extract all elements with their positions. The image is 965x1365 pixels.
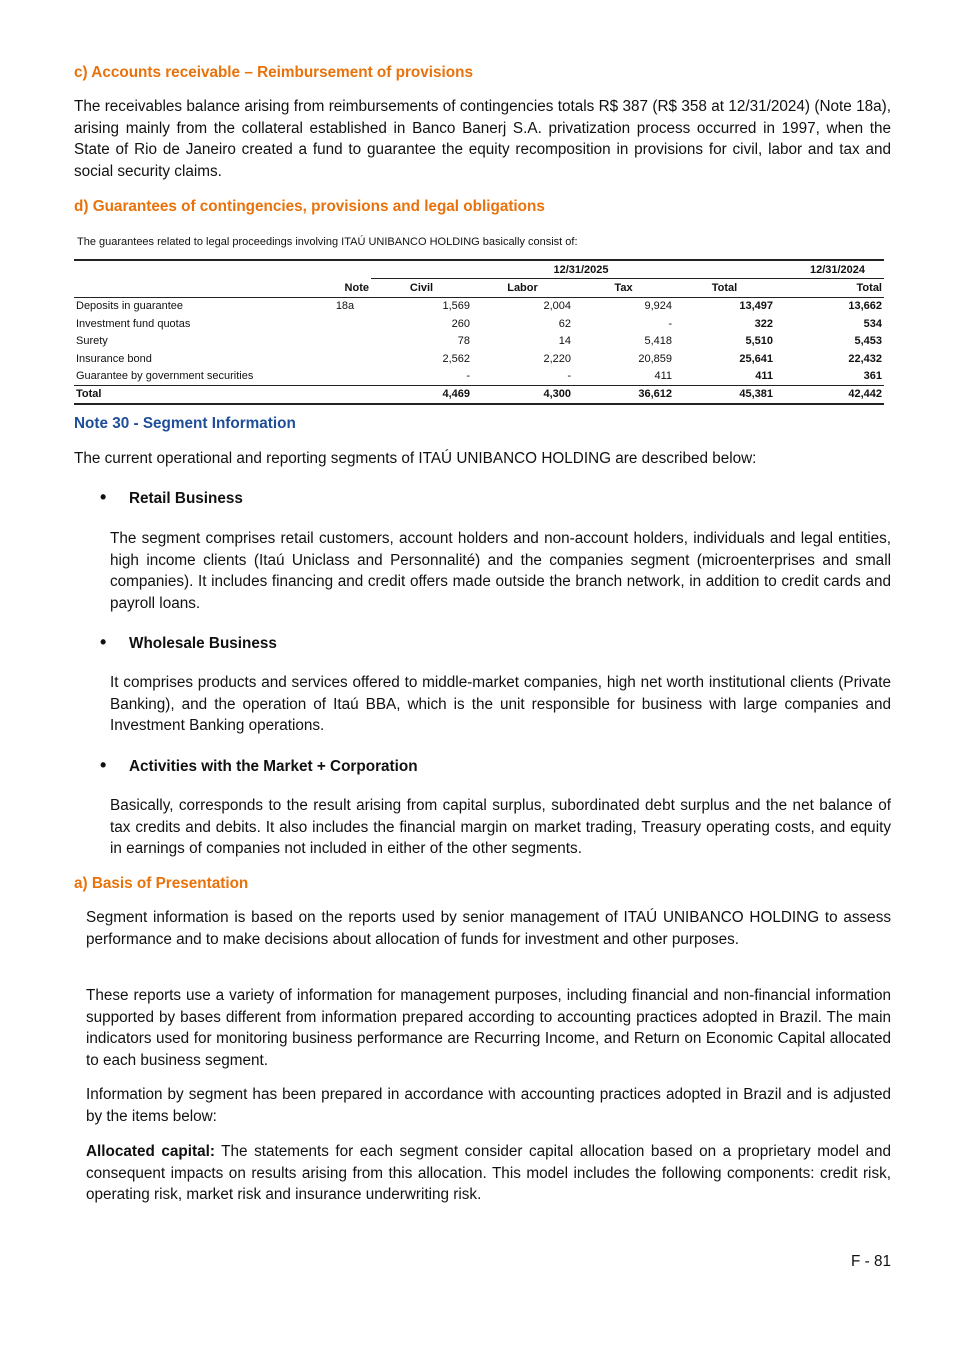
section-c-text: The receivables balance arising from reimbursements of contingencies totals R$ 387 (R$ 358 at 12/31/2024) (Note 18a), arising mainly from the collateral established in Banco Banerj S.A. privatization process occurred in 1997, when the State of Rio de Janeiro created a fund to guarantee the equity recomposition in provisions for civil, labor and tax and social security claims. [74, 98, 891, 181]
cell: 260 [451, 317, 470, 330]
row-label: Surety [76, 335, 108, 348]
page-number: F - 81 [851, 1253, 891, 1270]
cell: 534 [863, 317, 882, 330]
table-row [74, 333, 884, 350]
section-c-heading: c) Accounts receivable – Reimbursement of provisions [74, 64, 473, 81]
cell [319, 367, 371, 385]
note-30-heading: Note 30 - Segment Information [74, 415, 296, 432]
cell [319, 350, 371, 367]
basis-paragraph: Segment information is based on the reports used by senior management of ITAÚ UNIBANCO HOLDING to assess performance and to make decisions about allocation of funds for investment and other purposes. [86, 909, 891, 948]
segment-title: • Wholesale Business [100, 632, 277, 652]
cell: 13,497 [739, 300, 773, 313]
cell: 411 [755, 370, 773, 383]
allocated-capital-paragraph [86, 1141, 891, 1206]
cell: 2,562 [442, 352, 470, 365]
table-row [74, 315, 884, 332]
cell: 322 [754, 317, 773, 330]
allocated-capital-text: The statements for each segment consider capital allocation based on a proprietary model and consequent impacts on results arising from this allocation. This model includes the following components: credit risk, operating risk, market risk and insurance underwriting risk. [86, 1143, 892, 1204]
cell: 14 [558, 335, 571, 348]
segment-title: • Retail Business [100, 487, 243, 507]
row-label: Investment fund quotas [76, 317, 191, 330]
basis-paragraph: These reports use a variety of information for management purposes, including financial and non-financial information supported by bases different from information prepared according to accounting practices adopted in Brazil. The main indicators used for monitoring business performance are Recurring Income, and Return on Economic Capital allocated to each business segment. [86, 987, 891, 1070]
bullet-icon: • [100, 632, 107, 652]
col-header: Tax [573, 279, 674, 297]
cell: - [466, 370, 470, 383]
cell: 13,662 [848, 300, 882, 313]
cell: - [567, 370, 571, 383]
cell: 5,510 [745, 335, 773, 348]
basis-heading: a) Basis of Presentation [74, 875, 249, 892]
col-header: Total [775, 279, 884, 297]
cell [319, 315, 371, 332]
cell: 5,418 [644, 335, 672, 348]
cell: 2,220 [543, 352, 571, 365]
cell: 2,004 [543, 300, 571, 313]
row-label: Total [74, 385, 319, 404]
col-header: Note [319, 279, 371, 297]
cell: 45,381 [674, 385, 775, 404]
bullet-icon: • [100, 755, 107, 775]
cell: 25,641 [739, 352, 773, 365]
guarantees-table [74, 259, 884, 405]
cell: 4,469 [371, 385, 472, 404]
basis-paragraph: Information by segment has been prepared in accordance with accounting practices adopted in Brazil and is adjusted by the items below: [86, 1086, 891, 1125]
cell: 18a [335, 300, 355, 313]
table-caption: The guarantees related to legal proceedings involving ITAÚ UNIBANCO HOLDING basically consist of: [77, 236, 578, 248]
cell: 411 [654, 370, 672, 383]
row-label: Insurance bond [76, 352, 152, 365]
segment-title: • Activities with the Market + Corporation [100, 755, 418, 775]
cell: 5,453 [854, 335, 882, 348]
row-label: Guarantee by government securities [76, 370, 254, 383]
cell [319, 333, 371, 350]
table-row [74, 367, 884, 385]
period-2025: 12/31/2025 [371, 260, 775, 279]
cell: 78 [457, 335, 470, 348]
note-30-intro: The current operational and reporting segments of ITAÚ UNIBANCO HOLDING are described below: [74, 450, 757, 467]
section-d-heading: d) Guarantees of contingencies, provisions and legal obligations [74, 198, 545, 215]
row-label: Deposits in guarantee [76, 300, 184, 313]
allocated-capital-label: Allocated capital: [86, 1143, 215, 1160]
cell [319, 385, 371, 404]
cell: 62 [558, 317, 571, 330]
cell: 4,300 [472, 385, 573, 404]
cell: 22,432 [848, 352, 882, 365]
table-header-row [74, 260, 884, 279]
table-row [74, 350, 884, 367]
cell: 42,442 [775, 385, 884, 404]
cell: - [668, 317, 672, 330]
col-header: Civil [371, 279, 472, 297]
table-row [74, 385, 884, 404]
col-header: Labor [472, 279, 573, 297]
cell: 361 [863, 370, 882, 383]
cell: 1,569 [442, 300, 470, 313]
cell: 36,612 [573, 385, 674, 404]
period-2024: 12/31/2024 [775, 260, 884, 279]
segment-text: Basically, corresponds to the result arising from capital surplus, subordinated debt surplus and the net balance of tax credits and debits. It also includes the financial margin on market trading, Treasury operating costs, and equity in earnings of companies not included in either of the other segments. [110, 797, 891, 858]
col-header: Total [674, 279, 775, 297]
segment-text: The segment comprises retail customers, account holders and non-account holders, individuals and legal entities, high income clients (Itaú Uniclass and Personnalité) and the companies segment (microenterprises and small companies). It includes financing and credit offers made outside the branch network, in addition to credit cards and payroll loans. [110, 530, 891, 613]
cell: 9,924 [644, 300, 672, 313]
segment-text: It comprises products and services offered to middle-market companies, high net worth institutional clients (Private Banking), and the operation of Itaú BBA, which is the unit responsible for business with large companies and Investment Banking operations. [110, 674, 891, 735]
table-row [74, 297, 884, 315]
table-header-row [74, 279, 884, 297]
cell: 20,859 [638, 352, 672, 365]
bullet-icon: • [100, 487, 107, 507]
